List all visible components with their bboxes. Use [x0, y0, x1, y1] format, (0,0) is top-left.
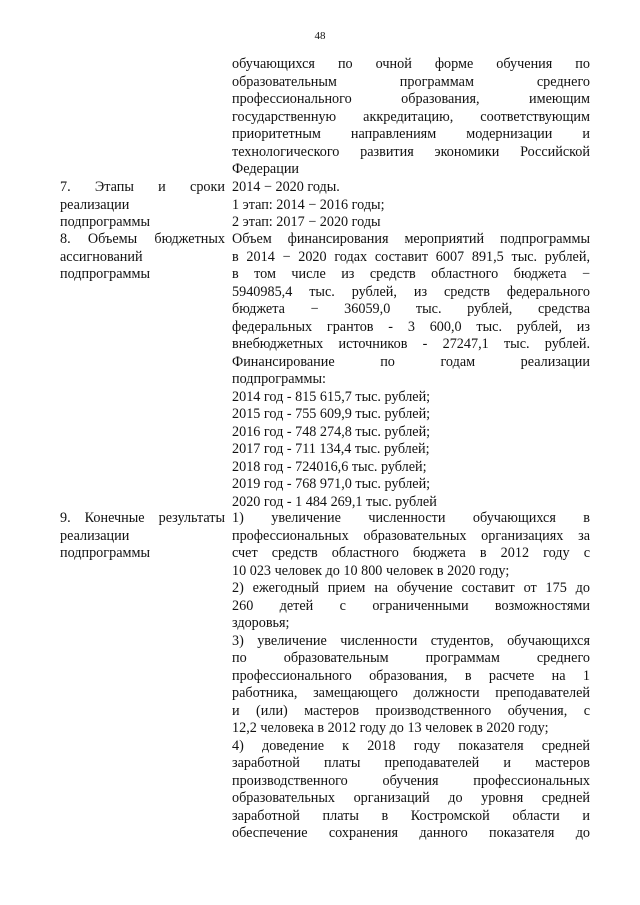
- text-line: в том числе из средств областного бюджета −: [232, 266, 590, 282]
- stages-content: [232, 179, 590, 232]
- text-line: приоритетным направлениям модернизации и: [232, 126, 590, 142]
- text-line: 2014 − 2020 годы.: [232, 179, 340, 195]
- text-line: подпрограммы:: [232, 371, 326, 387]
- text-line: профессионального образования, имеющим: [232, 91, 590, 107]
- text-line: Финансирование по годам реализации: [232, 353, 590, 370]
- stages-label: [60, 179, 225, 232]
- text-line: производственного обучения профессиональных: [232, 772, 590, 789]
- year-funding-line: 2019 год - 768 971,0 тыс. рублей;: [232, 476, 431, 492]
- year-funding-line: 2014 год - 815 615,7 тыс. рублей;: [232, 388, 431, 405]
- text-line: заработной платы в Костромской области и: [232, 807, 590, 824]
- text-line: 3) увеличение численности студентов, обучающихся: [232, 632, 590, 649]
- text-line: обеспечение сохранения данного показателя до: [232, 825, 590, 841]
- text-line: Объем финансирования мероприятий подпрограммы: [232, 231, 590, 247]
- text-line: образовательных организаций до уровня средней: [232, 790, 590, 806]
- text-line: внебюджетных источников - 27247,1 тыс. рублей.: [232, 336, 590, 352]
- text-line: 12,2 человека в 2012 году до 13 человек в 2020 году;: [232, 720, 549, 736]
- text-line: в 2014 − 2020 годах составит 6007 891,5 тыс. рублей,: [232, 248, 590, 265]
- text-line: 4) доведение к 2018 году показателя средней: [232, 737, 590, 754]
- label-line: 7. Этапы и сроки: [60, 179, 225, 195]
- funding-content: [232, 231, 590, 511]
- result-item: [232, 580, 590, 633]
- text-line: Федерации: [232, 161, 300, 177]
- result-item: [232, 738, 590, 843]
- year-funding-line: 2016 год - 748 274,8 тыс. рублей;: [232, 423, 431, 440]
- label-line: подпрограммы: [60, 266, 150, 282]
- intro-text: [232, 56, 590, 179]
- text-line: технологического развития экономики Российской: [232, 143, 590, 160]
- year-funding-line: 2015 год - 755 609,9 тыс. рублей;: [232, 406, 431, 422]
- result-item: [232, 510, 590, 580]
- text-line: профессиональных образовательных организациях за: [232, 527, 590, 544]
- label-line: реализации: [60, 527, 130, 544]
- text-line: счет средств областного бюджета в 2012 году с: [232, 545, 590, 561]
- text-line: профессионального образования, в расчете на 1: [232, 667, 590, 684]
- text-line: государственную аккредитацию, соответствующим: [232, 108, 590, 125]
- text-line: заработной платы преподавателей и мастеров: [232, 755, 590, 771]
- text-line: обучающихся по очной форме обучения по: [232, 56, 590, 72]
- funding-label: [60, 231, 225, 284]
- label-line: реализации: [60, 196, 130, 213]
- page-number: 48: [314, 30, 326, 42]
- text-line: 5940985,4 тыс. рублей, из средств федерального: [232, 283, 590, 300]
- label-line: ассигнований: [60, 248, 143, 265]
- results-content: [232, 510, 590, 843]
- text-line: по образовательным программам среднего: [232, 650, 590, 666]
- text-line: образовательным программам среднего: [232, 73, 590, 90]
- result-item: [232, 633, 590, 738]
- text-line: 10 023 человек до 10 800 человек в 2020 году;: [232, 562, 510, 579]
- label-line: подпрограммы: [60, 214, 150, 230]
- year-funding-line: 2017 год - 711 134,4 тыс. рублей;: [232, 441, 430, 457]
- text-line: и (или) мастеров производственного обучения, с: [232, 702, 590, 719]
- text-line: федеральных грантов - 3 600,0 тыс. рублей, из: [232, 318, 590, 335]
- results-label: [60, 510, 225, 563]
- label-line: подпрограммы: [60, 545, 150, 561]
- label-line: 9. Конечные результаты: [60, 510, 225, 526]
- text-line: 1) увеличение численности обучающихся в: [232, 510, 590, 526]
- text-line: 260 детей с ограниченными возможностями: [232, 597, 590, 614]
- text-line: 1 этап: 2014 − 2016 годы;: [232, 196, 385, 213]
- text-line: здоровья;: [232, 615, 290, 631]
- text-line: работника, замещающего должности преподавателей: [232, 685, 590, 701]
- text-line: бюджета − 36059,0 тыс. рублей, средства: [232, 301, 590, 317]
- year-funding-line: 2018 год - 724016,6 тыс. рублей;: [232, 458, 427, 475]
- year-funding-line: 2020 год - 1 484 269,1 тыс. рублей: [232, 493, 437, 510]
- text-line: 2 этап: 2017 − 2020 годы: [232, 214, 381, 230]
- label-line: 8. Объемы бюджетных: [60, 231, 225, 247]
- text-line: 2) ежегодный прием на обучение составит от 175 до: [232, 580, 590, 596]
